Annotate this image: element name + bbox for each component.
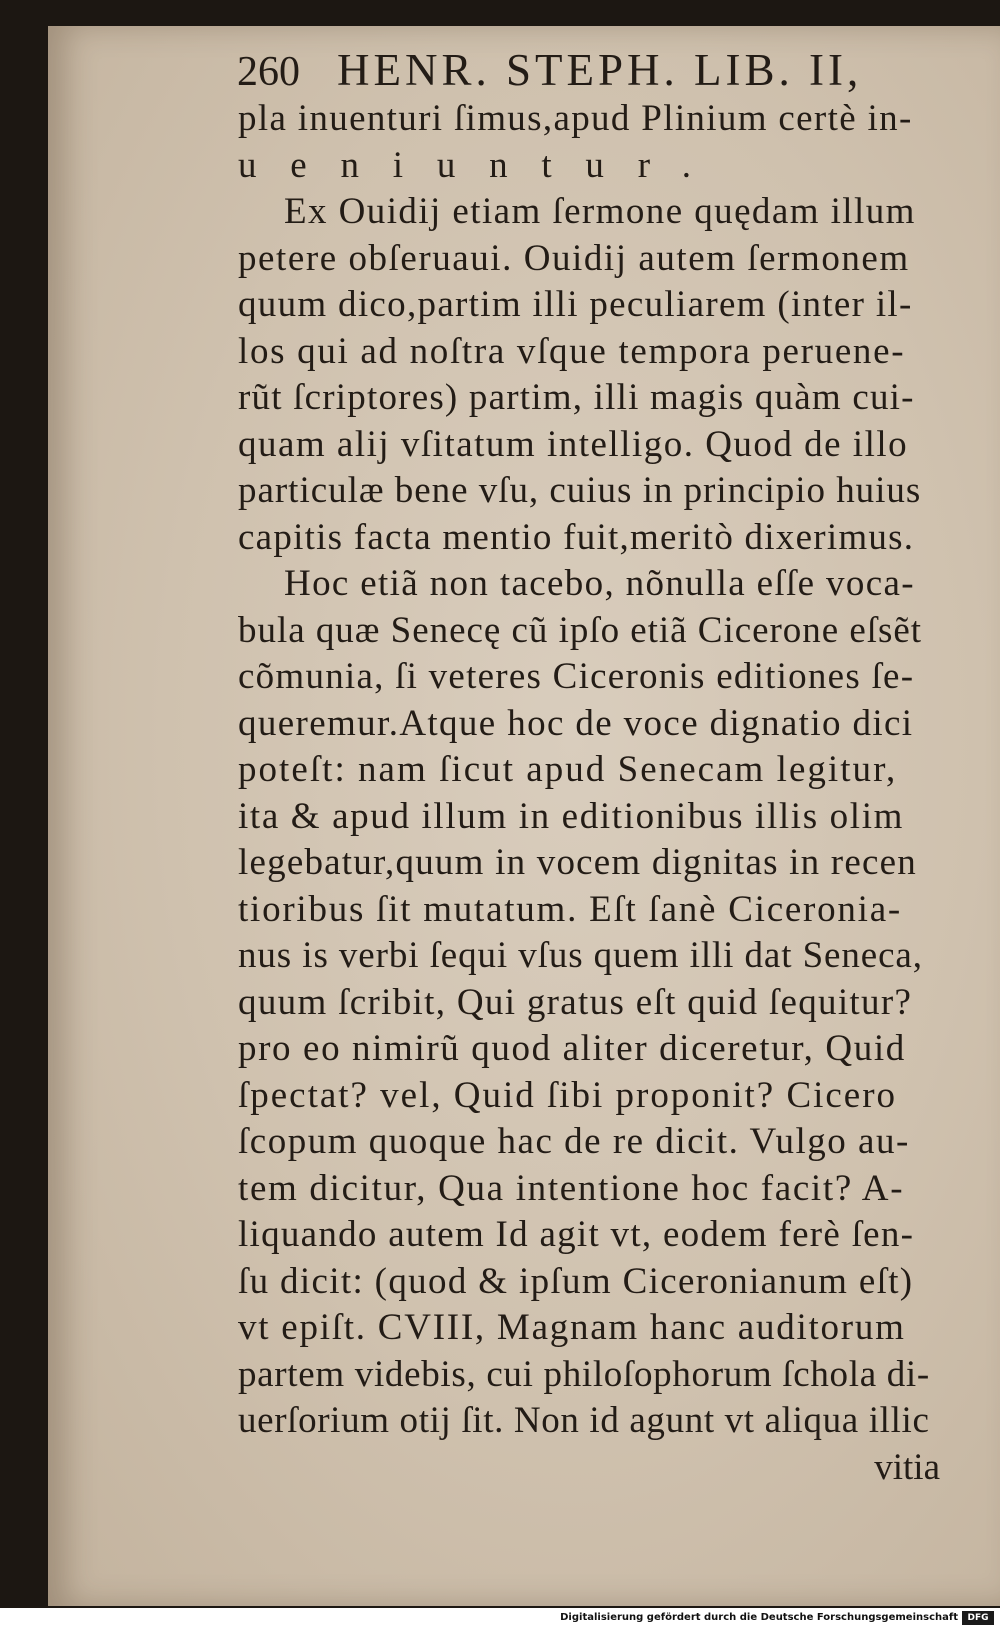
text-line: particulæ bene vſu, cuius in principio huius xyxy=(238,470,922,511)
text-line: vt epiſt. CVIII, Magnam hanc auditorum xyxy=(238,1307,906,1348)
running-head xyxy=(237,44,927,100)
text-line: capitis facta mentio fuit,meritò dixerimus. xyxy=(238,516,915,558)
text-line: ueniuntur. xyxy=(238,144,725,186)
digitization-credit: Digitalisierung gefördert durch die Deutsche Forschungsgemeinschaft xyxy=(560,1612,958,1623)
text-line: ſu dicit: (quod & ipſum Ciceronianum eſt) xyxy=(238,1260,914,1302)
text-line: liquando autem Id agit vt, eodem ferè ſen- xyxy=(238,1214,915,1255)
page-number: 260 xyxy=(237,49,300,95)
text-line: partem videbis, cui philoſophorum ſchola di- xyxy=(238,1353,930,1395)
text-line: ſpectat? vel, Quid ſibi proponit? Cicero xyxy=(238,1074,897,1116)
catchword: vitia xyxy=(874,1446,940,1488)
text-line: uerſorium otij ſit. Non id agunt vt aliqua illic xyxy=(238,1400,930,1441)
text-line: rũt ſcriptores) partim, illi magis quàm cui- xyxy=(238,377,915,418)
text-line: nus is verbi ſequi vſus quem illi dat Seneca, xyxy=(238,935,923,976)
text-line: queremur.Atque hoc de voce dignatio dici xyxy=(238,702,914,744)
text-line: bula quæ Senecę cũ ipſo etiã Cicerone eſsẽt xyxy=(238,609,923,651)
footer-bar xyxy=(0,1608,1000,1630)
dfg-logo: DFG xyxy=(962,1611,994,1625)
text-line: Ex Ouidij etiam ſermone quędam illum xyxy=(284,191,916,232)
running-title: HENR. STEPH. LIB. II, xyxy=(337,45,863,95)
text-line: quam alij vſitatum intelligo. Quod de illo xyxy=(238,423,909,465)
text-line: quum dico,partim illi peculiarem (inter il- xyxy=(238,284,913,325)
text-line: petere obſeruaui. Ouidij autem ſermonem xyxy=(238,237,910,279)
text-line: los qui ad noſtra vſque tempora peruene- xyxy=(238,330,906,372)
text-line: poteſt: nam ſicut apud Senecam legitur, xyxy=(238,749,898,790)
text-line: ita & apud illum in editionibus illis olim xyxy=(238,795,905,837)
text-line: tem dicitur, Qua intentione hoc facit? A- xyxy=(238,1167,905,1209)
text-line: tioribus ſit mutatum. Eſt ſanè Ciceronia- xyxy=(238,888,902,930)
text-line: cõmunia, ſi veteres Ciceronis editiones ſe- xyxy=(238,656,915,697)
text-line: ſcopum quoque hac de re dicit. Vulgo au- xyxy=(238,1121,910,1162)
body-text xyxy=(238,96,950,1491)
text-line: legebatur,quum in vocem dignitas in recen xyxy=(238,842,917,883)
text-line: pro eo nimirũ quod aliter diceretur, Quid xyxy=(238,1028,906,1069)
text-line: Hoc etiã non tacebo, nõnulla eſſe voca- xyxy=(284,563,915,604)
text-line: quum ſcribit, Qui gratus eſt quid ſequitur? xyxy=(238,981,913,1023)
text-line: pla inuenturi ſimus,apud Plinium certè in- xyxy=(238,98,913,139)
